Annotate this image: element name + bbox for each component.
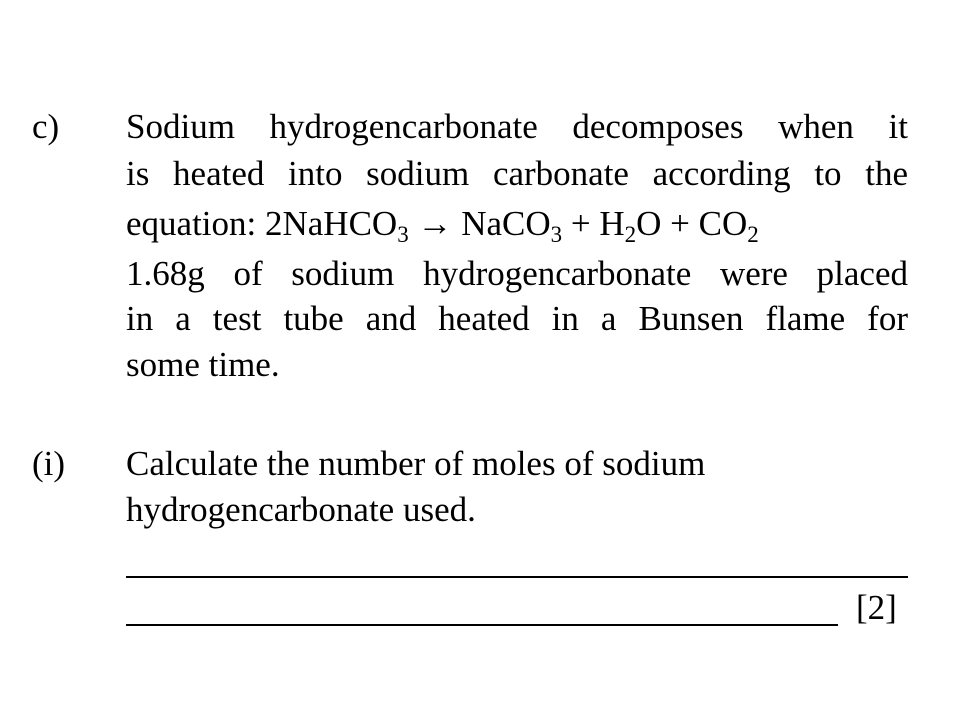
question-c-line-5: in a test tube and heated in a Bunsen flame for xyxy=(126,299,908,338)
equation-subscript-4: 2 xyxy=(747,222,759,247)
equation-subscript-3: 2 xyxy=(624,222,637,247)
marks-label: [2] xyxy=(856,588,897,627)
equation-subscript-1: 3 xyxy=(397,222,409,247)
question-c-label: c) xyxy=(32,107,60,146)
question-c-line-6: some time. xyxy=(126,345,280,384)
equation-subscript-2: 3 xyxy=(550,222,563,247)
question-i-line-1: Calculate the number of moles of sodium xyxy=(126,444,706,483)
equation-arrow-part: → NaCO xyxy=(408,204,551,243)
equation-water-o: O + CO xyxy=(636,204,748,243)
answer-line-2[interactable] xyxy=(126,624,838,626)
equation-prefix: equation: 2NaHCO xyxy=(126,204,398,243)
answer-line-1[interactable] xyxy=(126,576,908,578)
question-i-line-2: hydrogencarbonate used. xyxy=(126,490,476,529)
question-c-line-2: is heated into sodium carbonate according to the xyxy=(126,154,908,193)
chemical-equation xyxy=(126,202,759,246)
equation-water-h: + H xyxy=(562,204,625,243)
question-c-line-4: 1.68g of sodium hydrogencarbonate were placed xyxy=(126,254,908,293)
question-c-line-1: Sodium hydrogencarbonate decomposes when it xyxy=(126,107,908,146)
question-i-label: (i) xyxy=(32,444,66,483)
